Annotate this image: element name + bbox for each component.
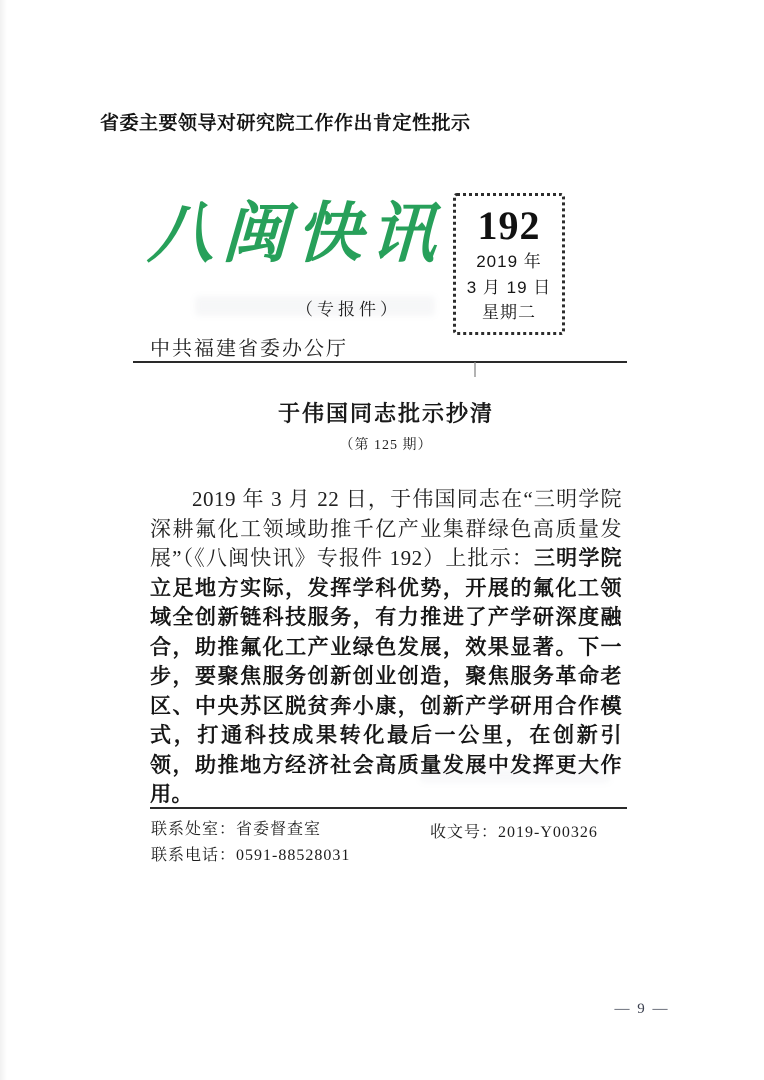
- issuer-name: 中共福建省委办公厅: [150, 338, 348, 360]
- contact-office: 联系处室：省委督查室: [151, 821, 322, 838]
- masthead-title: 八闽快讯: [146, 198, 446, 271]
- document-issue-label: （第 125 期）: [339, 438, 433, 453]
- masthead-divider: [133, 361, 627, 363]
- issue-year: 2019 年: [476, 252, 542, 272]
- body-instruction-text: 三明学院立足地方实际，发挥学科优势，开展的氟化工领域全创新链科技服务，有力推进了产学研深度融合，助推氟化工产业绿色发展，效果显著。下一步，要聚焦服务创新创业创造，聚焦服务革命老区、中央苏区脱贫奔小康，创新产学研用合作模式，打通科技成果转化最后一公里，在创新引领，助推地方经济社会高质量发展中发挥更大作用。: [150, 546, 622, 806]
- issue-stamp-box: [453, 193, 565, 335]
- body-lead-text: 2019 年 3 月 22 日，于伟国同志在“三明学院深耕氟化工领域助推千亿产业集群绿色高质量发展”（《八闽快讯》专报件 192）上批示：: [150, 487, 622, 570]
- issue-weekday: 星期二: [482, 302, 536, 322]
- page-number: — 9 —: [614, 1001, 670, 1017]
- footer-divider: [150, 807, 627, 809]
- document-title: 于伟国同志批示抄清: [277, 401, 494, 426]
- issue-date: 3 月 19 日: [466, 277, 552, 297]
- fold-mark-artifact: [474, 362, 476, 377]
- scan-edge-artifact: [0, 0, 7, 1080]
- masthead-subtitle: （专报件）: [296, 300, 401, 319]
- issue-number: 192: [477, 203, 541, 249]
- footer-contact-block: [151, 817, 350, 869]
- header-note: 省委主要领导对研究院工作作出肯定性批示: [100, 113, 471, 134]
- body-paragraph: [150, 485, 622, 810]
- contact-phone: 联系电话：0591-88528031: [151, 847, 351, 864]
- receipt-number: 收文号：2019-Y00326: [430, 824, 598, 841]
